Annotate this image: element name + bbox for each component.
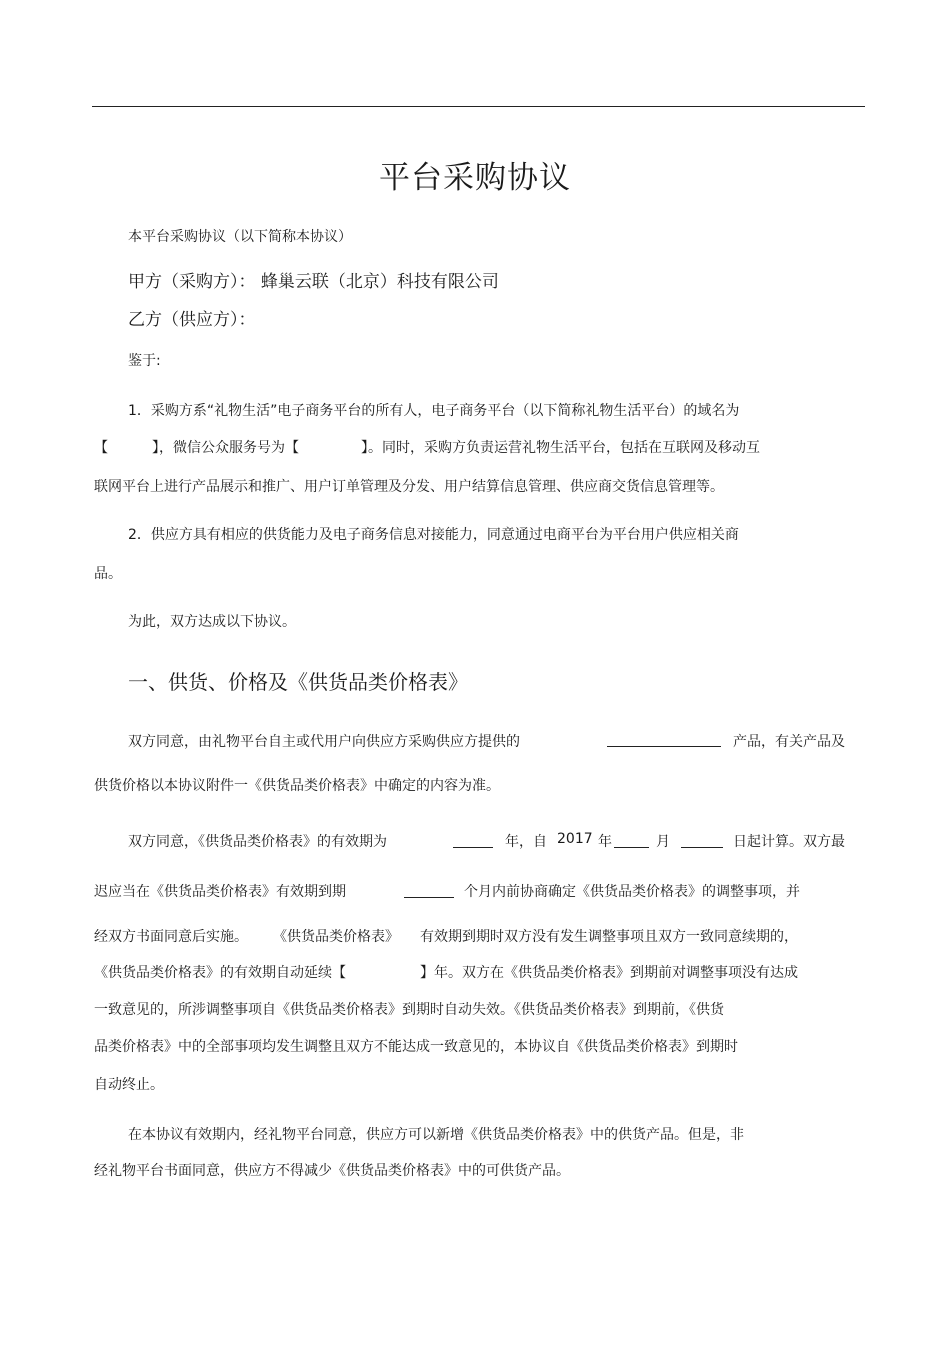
item1-line2-rest: 】。同时，采购方负责运营礼物生活平台，包括在互联网及移动互 <box>361 440 760 456</box>
p2-year-label: 年，自 <box>505 834 547 850</box>
p2-line3c: 有效期到期时双方没有发生调整事项且双方一致同意续期的， <box>420 929 798 945</box>
p2-line3a: 经双方书面同意后实施。 <box>94 929 248 945</box>
party-a: 甲方（采购方）： 蜂巢云联（北京）科技有限公司 <box>128 272 499 292</box>
therefore-text: 为此，双方达成以下协议。 <box>128 614 296 630</box>
p2-year-unit: 年 <box>598 834 612 850</box>
intro-text: 本平台采购协议（以下简称本协议） <box>128 229 352 245</box>
p2-line2a: 迟应当在《供货品类价格表》有效期到期 <box>94 884 346 900</box>
p2-line6: 品类价格表》中的全部事项均发生调整且双方不能达成一致意见的，本协议自《供货品类价格表》到期时 <box>94 1039 738 1055</box>
item1-wechat-text: 】，微信公众服务号为【 <box>152 440 299 456</box>
validity-years-blank <box>453 834 493 848</box>
p3-line2: 经礼物平台书面同意，供应方不得减少《供货品类价格表》中的可供货产品。 <box>94 1163 570 1179</box>
header-rule <box>92 106 865 107</box>
months-blank <box>404 884 454 898</box>
item1-line2 <box>94 437 760 457</box>
section1-heading: 一、供货、价格及《供货品类价格表》 <box>128 670 468 694</box>
item1-line1: 1．采购方系“礼物生活”电子商务平台的所有人，电子商务平台（以下简称礼物生活平台）的域名为 <box>128 403 740 419</box>
p2-line5: 一致意见的，所涉调整事项自《供货品类价格表》到期时自动失效。《供货品类价格表》到期前，《供货 <box>94 1002 724 1018</box>
p2-year-value: 2017 <box>557 831 593 847</box>
item1-line3: 联网平台上进行产品展示和推广、用户订单管理及分发、用户结算信息管理、供应商交货信息管理等。 <box>94 479 724 495</box>
whereas-label: 鉴于: <box>128 353 161 369</box>
p2-line7: 自动终止。 <box>94 1077 164 1093</box>
product-blank <box>607 733 721 747</box>
p3-line1: 在本协议有效期内，经礼物平台同意，供应方可以新增《供货品类价格表》中的供货产品。但是，非 <box>128 1127 744 1143</box>
p2-line4b: 】年。双方在《供货品类价格表》到期前对调整事项没有达成 <box>420 965 798 981</box>
item2-line1: 2．供应方具有相应的供货能力及电子商务信息对接能力，同意通过电商平台为平台用户供应相关商 <box>128 527 739 543</box>
p2-line4a: 《供货品类价格表》的有效期自动延续【 <box>94 965 346 981</box>
p2-line3b: 《供货品类价格表》 <box>273 929 399 945</box>
document-title: 平台采购协议 <box>379 160 571 196</box>
p1-line2: 供货价格以本协议附件一《供货品类价格表》中确定的内容为准。 <box>94 778 500 794</box>
p2-line1-rest: 日起计算。双方最 <box>733 834 845 850</box>
month-blank <box>614 834 649 848</box>
p1-line1b: 产品，有关产品及 <box>733 734 845 750</box>
p1-line1a: 双方同意，由礼物平台自主或代用户向供应方采购供应方提供的 <box>128 734 520 750</box>
item1-bracket-open: 【 <box>94 440 108 456</box>
p2-line2b: 个月内前协商确定《供货品类价格表》的调整事项，并 <box>464 884 800 900</box>
p2-month-unit: 月 <box>656 834 670 850</box>
day-blank <box>681 834 723 848</box>
party-b: 乙方（供应方）： <box>128 310 256 330</box>
item2-line2: 品。 <box>94 566 122 582</box>
p2-line1a: 双方同意，《供货品类价格表》的有效期为 <box>128 834 387 850</box>
